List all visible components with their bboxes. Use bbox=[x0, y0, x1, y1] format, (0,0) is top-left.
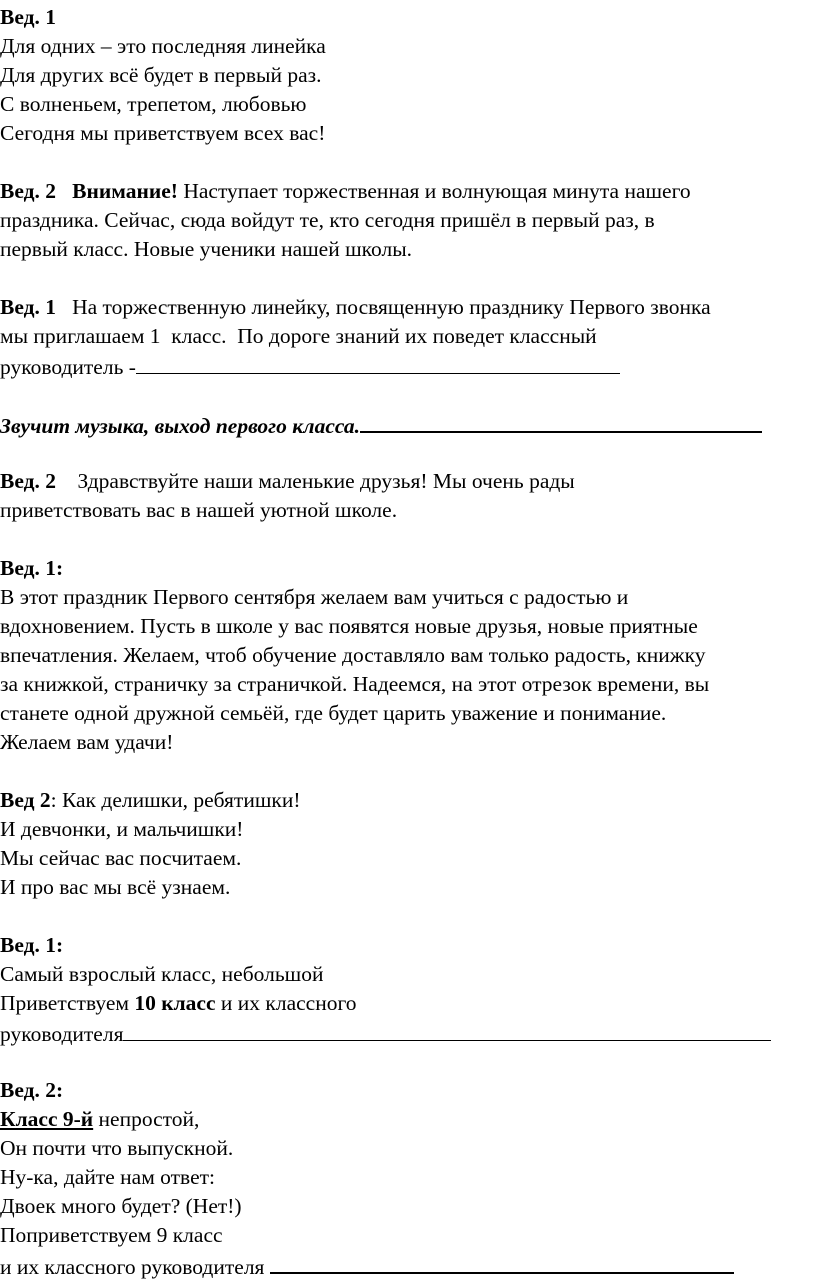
speaker-line bbox=[0, 3, 816, 32]
verse-line: Для других всё будет в первый раз. bbox=[0, 63, 322, 87]
verse-line: Поприветствуем 9 класс bbox=[0, 1223, 223, 1247]
speaker-label: Вед. 1: bbox=[0, 933, 64, 957]
speaker-label: Вед. 1: bbox=[0, 556, 64, 580]
verse-line: С волненьем, трепетом, любовью bbox=[0, 92, 307, 116]
verse-line: Мы сейчас вас посчитаем. bbox=[0, 846, 242, 870]
verse-line: руководителя bbox=[0, 1018, 816, 1047]
verse-line: И девчонки, и мальчишки! bbox=[0, 817, 244, 841]
paragraph-line: Вед. 1 На торжественную линейку, посвященную празднику Первого звонка bbox=[0, 295, 711, 319]
verse-line: Самый взрослый класс, небольшой bbox=[0, 962, 324, 986]
verse-line: Вед 2: Как делишки, ребятишки! bbox=[0, 788, 301, 812]
verse-line: Сегодня мы приветствуем всех вас! bbox=[0, 121, 326, 145]
paragraph-line: мы приглашаем 1 класс. По дороге знаний их поведет классный bbox=[0, 324, 597, 348]
paragraph-line: станете одной дружной семьёй, где будет царить уважение и понимание. bbox=[0, 701, 667, 725]
speaker-line bbox=[0, 1076, 816, 1105]
paragraph-line: праздника. Сейчас, сюда войдут те, кто сегодня пришёл в первый раз, в bbox=[0, 208, 655, 232]
paragraph-line: Вед. 2 Внимание! Наступает торжественная и волнующая минута нашего bbox=[0, 179, 691, 203]
speaker-line bbox=[0, 931, 816, 960]
speaker-label: Вед. 1 bbox=[0, 295, 56, 319]
paragraph-line: В этот праздник Первого сентября желаем вам учиться с радостью и bbox=[0, 585, 629, 609]
fill-in-blank bbox=[123, 1018, 771, 1041]
verse-line: Приветствуем 10 класс и их классного bbox=[0, 991, 357, 1015]
fill-in-blank bbox=[136, 351, 620, 374]
verse-line: и их классного руководителя bbox=[0, 1250, 816, 1279]
paragraph-line: Вед. 2 Здравствуйте наши маленькие друзья! Мы очень рады bbox=[0, 469, 575, 493]
verse-line: Он почти что выпускной. bbox=[0, 1136, 234, 1160]
speaker-label: Вед. 2: bbox=[0, 1078, 64, 1102]
fill-in-blank bbox=[270, 1250, 734, 1274]
paragraph-line: приветствовать вас в нашей уютной школе. bbox=[0, 498, 398, 522]
paragraph-line: первый класс. Новые ученики нашей школы. bbox=[0, 237, 413, 261]
verse-line: Класс 9-й непростой, bbox=[0, 1107, 200, 1131]
verse-line: Ну-ка, дайте нам ответ: bbox=[0, 1165, 215, 1189]
paragraph-line: вдохновением. Пусть в школе у вас появятся новые друзья, новые приятные bbox=[0, 614, 698, 638]
paragraph-line: руководитель - bbox=[0, 351, 816, 380]
speaker-line bbox=[0, 554, 816, 583]
paragraph-line: за книжкой, страничку за страничкой. Надеемся, на этот отрезок времени, вы bbox=[0, 672, 710, 696]
speaker-label: Вед. 2 bbox=[0, 469, 56, 493]
paragraph-line: Желаем вам удачи! bbox=[0, 730, 174, 754]
fill-in-blank bbox=[360, 409, 762, 433]
paragraph-line: впечатления. Желаем, чтоб обучение доставляло вам только радость, книжку bbox=[0, 643, 706, 667]
stage-direction: Звучит музыка, выход первого класса. bbox=[0, 409, 816, 438]
verse-line: Двоек много будет? (Нет!) bbox=[0, 1194, 242, 1218]
attention-label: Внимание! bbox=[72, 179, 178, 203]
speaker-label: Вед. 2 bbox=[0, 179, 56, 203]
verse-line: И про вас мы всё узнаем. bbox=[0, 875, 231, 899]
speaker-label: Вед. 1 bbox=[0, 5, 56, 29]
verse-line: Для одних – это последняя линейка bbox=[0, 34, 326, 58]
speaker-label: Вед 2 bbox=[0, 788, 51, 812]
